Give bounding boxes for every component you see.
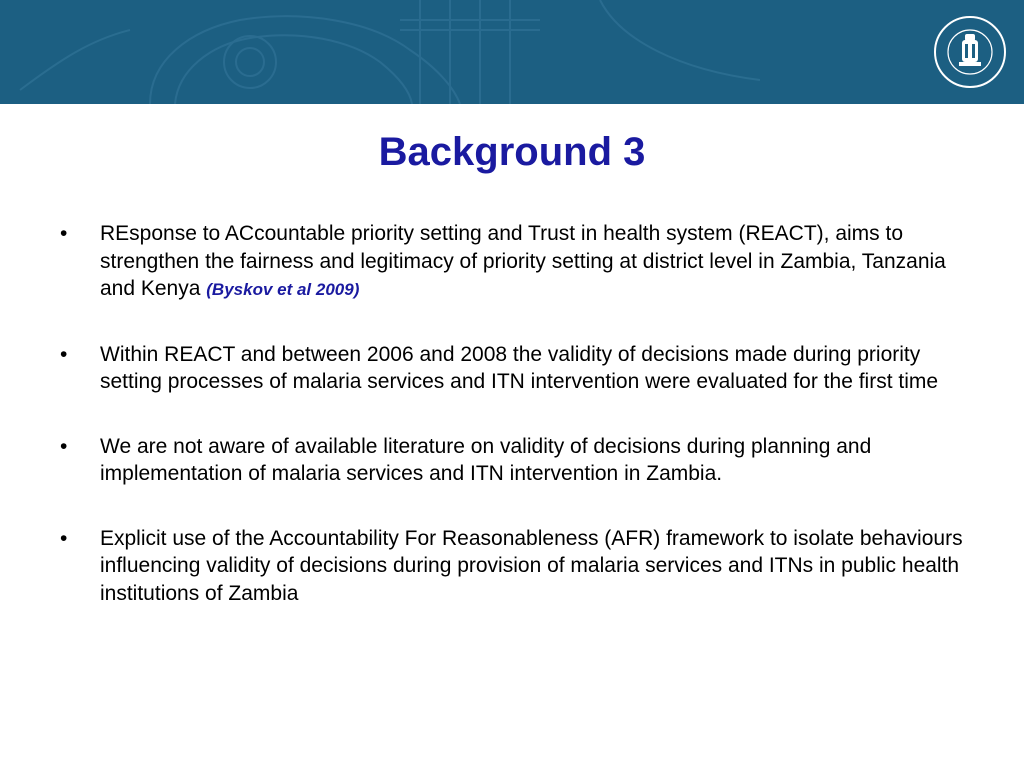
bullet-marker: • — [60, 222, 68, 245]
bullet-item — [60, 433, 980, 488]
bullet-marker: • — [60, 434, 68, 458]
bullet-text: REsponse to ACcountable priority setting and Trust in health system (REACT), aims to strengthen the fairness and legitimacy of priority setting at district level in Zambia, Tanzania and Kenya — [100, 222, 946, 300]
bullet-marker: • — [60, 342, 68, 366]
bullet-item — [60, 525, 980, 608]
citation: (Byskov et al 2009) — [206, 280, 360, 299]
slide-title: Background 3 — [378, 130, 646, 174]
bullet-item — [60, 341, 980, 396]
university-seal-icon — [932, 14, 1008, 90]
bullet-marker: • — [60, 526, 68, 550]
header-band — [0, 0, 1024, 104]
bullet-text: Explicit use of the Accountability For Reasonableness (AFR) framework to isolate behaviours influencing validity of decisions during provision of malaria services and ITNs in public health institutions of Zambia — [100, 526, 963, 605]
bullet-item — [60, 220, 980, 304]
bullet-text: Within REACT and between 2006 and 2008 the validity of decisions made during priority setting processes of malaria services and ITN intervention were evaluated for the first time — [100, 342, 939, 393]
bullet-list — [60, 220, 980, 644]
column-watermark-icon — [0, 0, 1024, 104]
bullet-text: We are not aware of available literature on validity of decisions during planning and implementation of malaria services and ITN intervention in Zambia. — [100, 434, 872, 485]
